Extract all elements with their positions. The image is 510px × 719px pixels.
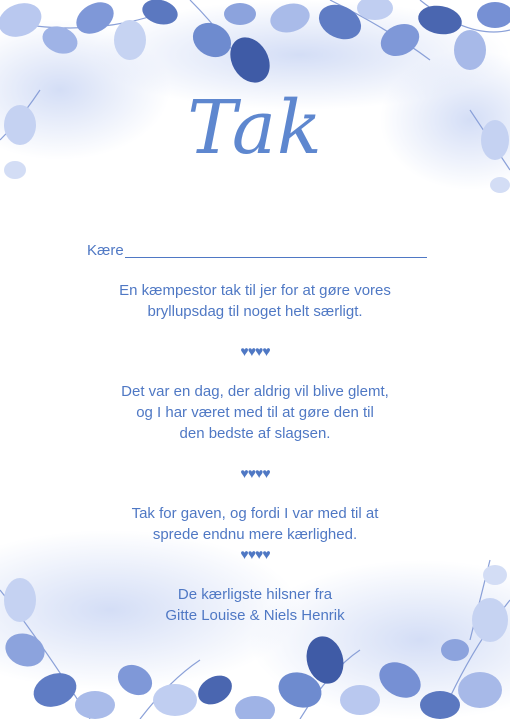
name-blank-line: [125, 257, 427, 258]
hearts-divider: ♥♥♥♥: [240, 465, 270, 481]
hearts-divider: ♥♥♥♥: [240, 546, 270, 562]
paragraph1-line2: bryllupsdag til noget helt særligt.: [147, 303, 363, 320]
closing-line: De kærligste hilsner fra: [177, 586, 333, 603]
card-title: Tak: [187, 85, 323, 171]
paragraph1-line1: En kæmpestor tak til jer for at gøre vores: [119, 282, 391, 299]
salutation-label: Kære: [87, 242, 124, 259]
salutation-line: [87, 240, 427, 261]
paragraph3-line2: sprede endnu mere kærlighed.: [152, 526, 358, 543]
signature-line: Gitte Louise & Niels Henrik: [165, 607, 345, 624]
paragraph2-line3: den bedste af slagsen.: [179, 425, 331, 442]
hearts-divider: ♥♥♥♥: [240, 343, 270, 359]
paragraph2-line2: og I har været med til at gøre den til: [136, 404, 374, 421]
paragraph3-line1: Tak for gaven, og fordi I var med til at: [131, 505, 379, 522]
paragraph2-line1: Det var en dag, der aldrig vil blive glemt,: [121, 383, 389, 400]
